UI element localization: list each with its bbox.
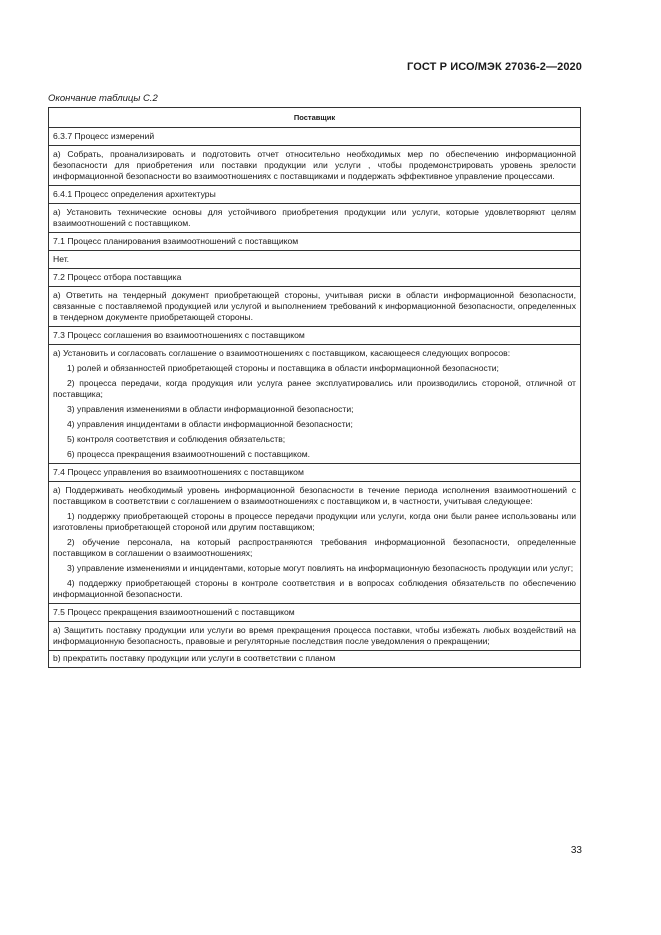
section-title: 7.4 Процесс управления во взаимоотношениях с поставщиком (49, 464, 580, 482)
table-row (49, 651, 580, 668)
paragraph: а) Установить и согласовать соглашение о взаимоотношениях с поставщиком, касающееся следующих вопросов: (53, 348, 511, 358)
section-title: 7.1 Процесс планирования взаимоотношений с поставщиком (49, 233, 580, 251)
paragraph: а) Установить технические основы для устойчивого приобретения продукции или услуги, которые удовлетворяют целям взаимоотношений с поставщиком. (53, 207, 576, 228)
page-number: 33 (570, 845, 582, 856)
paragraph: b) прекратить поставку продукции или услуги в соответствии с планом (53, 653, 336, 663)
section-title: 6.3.7 Процесс измерений (49, 128, 580, 146)
table-row (49, 345, 580, 464)
table-row (49, 622, 580, 651)
list-item: 1) ролей и обязанностей приобретающей стороны и поставщика в области информационной безопасности; (67, 363, 499, 373)
list-item: 6) процесса прекращения взаимоотношений с поставщиком. (67, 449, 311, 459)
requirements-table (48, 107, 581, 668)
table-row (49, 482, 580, 604)
paragraph: а) Ответить на тендерный документ приобретающей стороны, учитывая риски в области информационной безопасности, связанные с поставляемой продукцией или услугой и выполнением требований к информационной безопасности, определенных в тендерном документе приобретающей стороны. (53, 290, 576, 322)
table-row (49, 204, 580, 233)
paragraph: а) Поддерживать необходимый уровень информационной безопасности в течение периода исполнения взаимоотношений с поставщиком в соответствии с соглашением о взаимоотношениях с поставщиком и, в частности, учитывая следующее: (53, 485, 576, 506)
table-row (49, 287, 580, 327)
list-item: 1) поддержку приобретающей стороны в процессе передачи продукции или услуги, когда они были ранее использованы или изготовлены приобретающей стороной или другим поставщиком; (53, 511, 576, 532)
paragraph: а) Защитить поставку продукции или услуги во время прекращения процесса поставки, чтобы избежать любых воздействий на информационную безопасность, правовые и регуляторные последствия после уведомления о прекращении; (53, 625, 576, 646)
section-title: 6.4.1 Процесс определения архитектуры (49, 186, 580, 204)
table-caption: Окончание таблицы С.2 (48, 93, 158, 104)
table-body (49, 128, 580, 668)
section-title: 7.3 Процесс соглашения во взаимоотношениях с поставщиком (49, 327, 580, 345)
table-column-header: Поставщик (49, 108, 580, 128)
table-row (49, 251, 580, 269)
paragraph: Нет. (53, 254, 70, 264)
table-row (49, 146, 580, 186)
list-item: 2) процесса передачи, когда продукция или услуга ранее эксплуатировались или производились стороной, отличной от поставщика; (53, 378, 576, 399)
section-title: 7.5 Процесс прекращения взаимоотношений с поставщиком (49, 604, 580, 622)
document-id: ГОСТ Р ИСО/МЭК 27036-2—2020 (407, 61, 582, 73)
list-item: 3) управления изменениями в области информационной безопасности; (67, 404, 354, 414)
list-item: 3) управление изменениями и инцидентами, которые могут повлиять на информационную безопасность продукции или услуг; (67, 563, 574, 573)
list-item: 5) контроля соответствия и соблюдения обязательств; (67, 434, 286, 444)
section-title: 7.2 Процесс отбора поставщика (49, 269, 580, 287)
list-item: 4) поддержку приобретающей стороны в контроле соответствия и в вопросах соблюдения обязательств по обеспечению информационной безопасности. (53, 578, 576, 599)
list-item: 4) управления инцидентами в области информационной безопасности; (67, 419, 353, 429)
paragraph: а) Собрать, проанализировать и подготовить отчет относительно необходимых мер по обеспечению информационной безопасности для приобретения или поставки продукции или услуги , чтобы продемонстрировать уровень зрелости информационной безопасности во взаимоотношениях с поставщиками и поддержать эффективное управление процессами. (53, 149, 576, 181)
list-item: 2) обучение персонала, на который распространяются требования информационной безопасности, определенные поставщиком в соглашении о взаимоотношениях; (53, 537, 576, 558)
